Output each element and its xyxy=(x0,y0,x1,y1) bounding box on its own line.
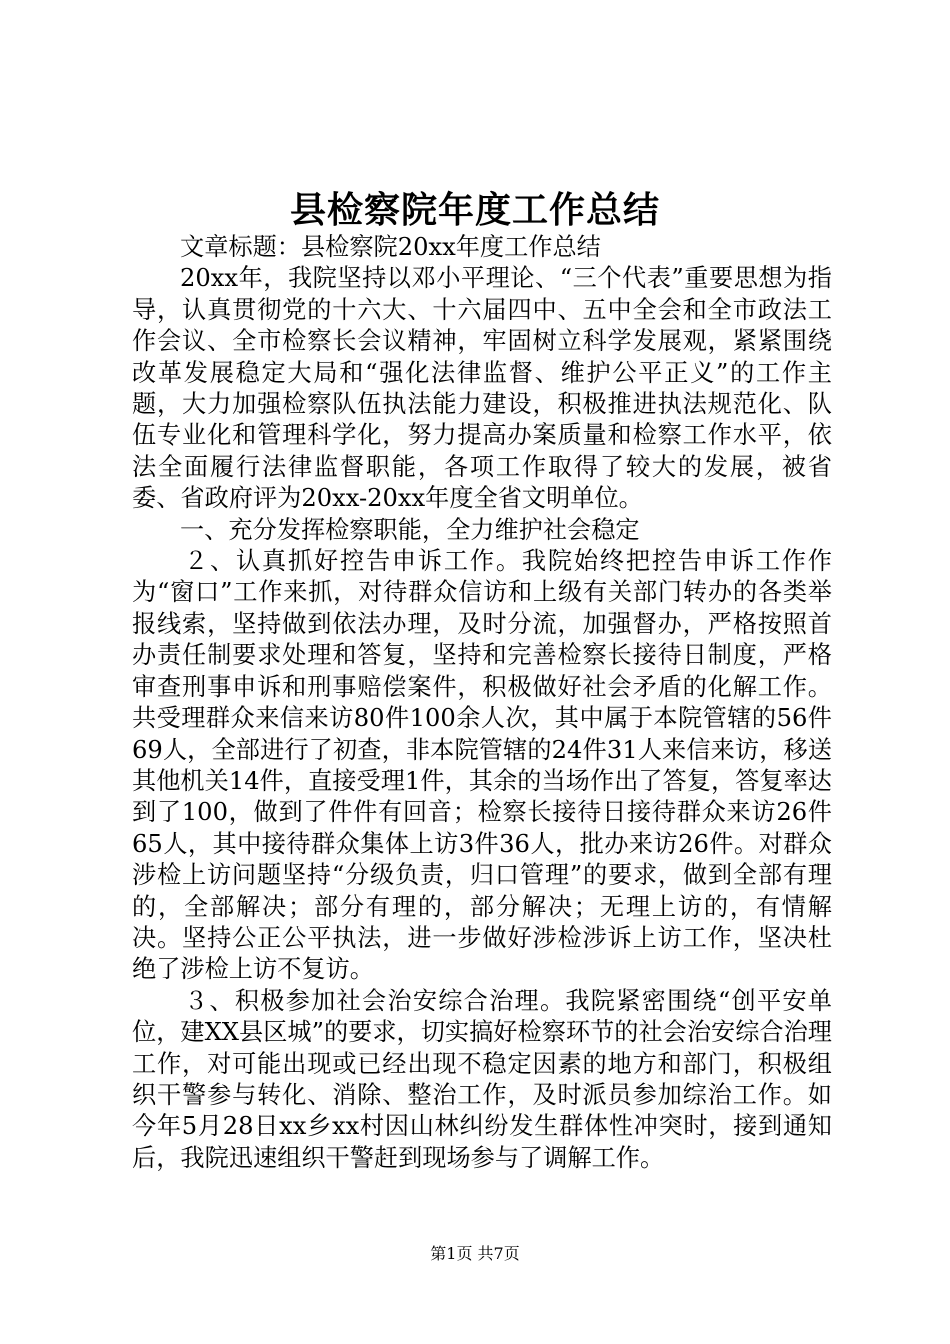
document-body xyxy=(132,232,832,1174)
document-title: 县检察院年度工作总结 xyxy=(289,189,660,231)
intro-paragraph: 20xx年，我院坚持以邓小平理论、“三个代表”重要思想为指导，认真贯彻党的十六大、十六届四中、五中全会和全市政法工作会议、全市检察长会议精神，牢固树立科学发展观，紧紧围绕改革发展稳定大局和“强化法律监督、维护公平正义”的工作主题，大力加强检察队伍执法能力建设，积极推进执法规范化、队伍专业化和管理科学化，努力提高办案质量和检察工作水平，依法全面履行法律监督职能，各项工作取得了较大的发展，被省委、省政府评为20xx-20xx年度全省文明单位。 xyxy=(132,264,832,513)
complaint-work-paragraph: ２、认真抓好控告申诉工作。我院始终把控告申诉工作作为“窗口”工作来抓，对待群众信访和上级有关部门转办的各类举报线索，坚持做到依法办理，及时分流，加强督办，严格按照首办责任制要求处理和答复，坚持和完善检察长接待日制度，严格审查刑事申诉和刑事赔偿案件，积极做好社会矛盾的化解工作。共受理群众来信来访80件100余人次，其中属于本院管辖的56件69人，全部进行了初查，非本院管辖的24件31人来信来访，移送其他机关14件，直接受理1件，其余的当场作出了答复，答复率达到了100，做到了件件有回音；检察长接待日接待群众来访26件65人，其中接待群众集体上访3件36人，批办来访26件。对群众涉检上访问题坚持“分级负责，归口管理”的要求，做到全部有理的，全部解决；部分有理的，部分解决；无理上访的，有情解决。坚持公正公平执法，进一步做好涉检涉诉上访工作，坚决杜绝了涉检上访不复访。 xyxy=(132,547,832,984)
public-security-paragraph: ３、积极参加社会治安综合治理。我院紧密围绕“创平安单位，建XX县区城”的要求，切实搞好检察环节的社会治安综合治理工作，对可能出现或已经出现不稳定因素的地方和部门，积极组织干警参与转化、消除、整治工作，及时派员参加综治工作。如今年5月28日xx乡xx村因山林纠纷发生群体性冲突时，接到通知后，我院迅速组织干警赶到现场参与了调解工作。 xyxy=(132,986,832,1172)
page-footer: 第1页 共7页 xyxy=(430,1244,520,1263)
section-heading: 一、充分发挥检察职能，全力维护社会稳定 xyxy=(180,515,640,544)
article-title-line: 文章标题：县检察院20xx年度工作总结 xyxy=(180,233,601,261)
